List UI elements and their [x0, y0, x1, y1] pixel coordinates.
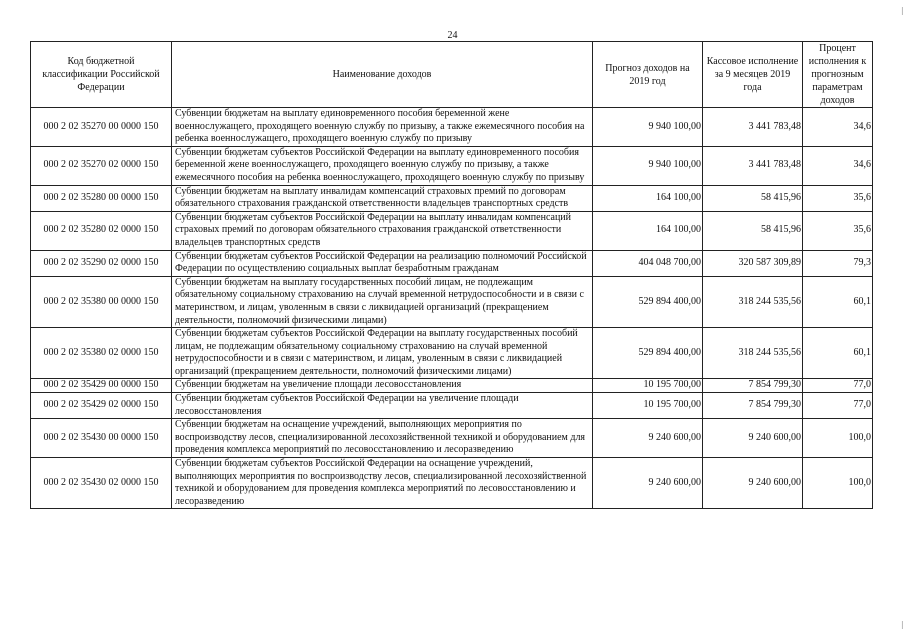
cell-code: 000 2 02 35429 02 0000 150 — [31, 393, 172, 419]
table-row — [31, 276, 873, 327]
table-body — [31, 108, 873, 509]
cell-code: 000 2 02 35430 00 0000 150 — [31, 419, 172, 458]
table-row — [31, 250, 873, 276]
cell-percent: 77,0 — [803, 393, 873, 419]
cell-code: 000 2 02 35380 02 0000 150 — [31, 328, 172, 379]
table-row — [31, 458, 873, 509]
cell-percent: 100,0 — [803, 458, 873, 509]
table-header-row — [31, 42, 873, 108]
cell-execution: 320 587 309,89 — [703, 250, 803, 276]
cell-forecast: 164 100,00 — [593, 211, 703, 250]
cell-name: Субвенции бюджетам на выплату инвалидам компенсаций страховых премий по договорам обязательного страхования гражданской ответственности владельцев транспортных средств — [172, 185, 593, 211]
edge-mark-top: | — [901, 6, 903, 15]
header-execution: Кассовое исполнение за 9 месяцев 2019 года — [703, 42, 803, 108]
cell-execution: 7 854 799,30 — [703, 393, 803, 419]
cell-code: 000 2 02 35430 02 0000 150 — [31, 458, 172, 509]
table-row — [31, 419, 873, 458]
cell-forecast: 404 048 700,00 — [593, 250, 703, 276]
cell-percent: 60,1 — [803, 276, 873, 327]
header-forecast: Прогноз доходов на 2019 год — [593, 42, 703, 108]
cell-forecast: 529 894 400,00 — [593, 276, 703, 327]
cell-execution: 9 240 600,00 — [703, 419, 803, 458]
cell-code: 000 2 02 35380 00 0000 150 — [31, 276, 172, 327]
cell-name: Субвенции бюджетам субъектов Российской Федерации на выплату государственных пособий лицам, не подлежащим обязательному социальному страхованию на случай временной нетрудоспособности и в связи с материнством, и лицам, уволенным в связи с ликвидацией организаций (прекращением деятельности, полномочий физическими лицами) — [172, 328, 593, 379]
table-row — [31, 108, 873, 147]
table-row — [31, 379, 873, 393]
cell-execution: 9 240 600,00 — [703, 458, 803, 509]
cell-execution: 318 244 535,56 — [703, 276, 803, 327]
cell-execution: 58 415,96 — [703, 185, 803, 211]
cell-forecast: 9 940 100,00 — [593, 108, 703, 147]
cell-execution: 318 244 535,56 — [703, 328, 803, 379]
cell-name: Субвенции бюджетам субъектов Российской Федерации на выплату инвалидам компенсаций страховых премий по договорам обязательного страхования гражданской ответственности владельцев транспортных средств — [172, 211, 593, 250]
cell-execution: 7 854 799,30 — [703, 379, 803, 393]
cell-execution: 3 441 783,48 — [703, 146, 803, 185]
cell-name: Субвенции бюджетам на оснащение учреждений, выполняющих мероприятия по воспроизводству лесов, специализированной лесохозяйственной техникой и оборудованием для проведения комплекса мероприятий по лесовосстановлению и лесоразведению — [172, 419, 593, 458]
cell-name: Субвенции бюджетам субъектов Российской Федерации на реализацию полномочий Российской Федерации по осуществлению социальных выплат безработным гражданам — [172, 250, 593, 276]
cell-code: 000 2 02 35290 02 0000 150 — [31, 250, 172, 276]
table-row — [31, 393, 873, 419]
cell-name: Субвенции бюджетам на выплату единовременного пособия беременной жене военнослужащего, проходящего военную службу по призыву, а также ежемесячного пособия на ребенка военнослужащего, проходящего военную службу по призыву — [172, 108, 593, 147]
page-number: 24 — [447, 30, 458, 41]
cell-name: Субвенции бюджетам на выплату государственных пособий лицам, не подлежащим обязательному социальному страхованию на случай временной нетрудоспособности и в связи с материнством, и лицам, уволенным в связи с ликвидацией организаций (прекращением деятельности, полномочий физическими лицами) — [172, 276, 593, 327]
cell-name: Субвенции бюджетам субъектов Российской Федерации на выплату единовременного пособия беременной жене военнослужащего, проходящего военную службу по призыву, а также ежемесячного пособия на ребенка военнослужащего, проходящего военную службу по призыву — [172, 146, 593, 185]
table-row — [31, 185, 873, 211]
edge-mark-bottom: | — [901, 620, 903, 629]
cell-execution: 3 441 783,48 — [703, 108, 803, 147]
cell-forecast: 9 240 600,00 — [593, 419, 703, 458]
cell-percent: 77,0 — [803, 379, 873, 393]
cell-percent: 34,6 — [803, 146, 873, 185]
cell-code: 000 2 02 35280 02 0000 150 — [31, 211, 172, 250]
header-code: Код бюджетной классификации Российской Федерации — [31, 42, 172, 108]
cell-percent: 60,1 — [803, 328, 873, 379]
cell-code: 000 2 02 35280 00 0000 150 — [31, 185, 172, 211]
table-row — [31, 328, 873, 379]
cell-name: Субвенции бюджетам на увеличение площади лесовосстановления — [172, 379, 593, 393]
cell-percent: 100,0 — [803, 419, 873, 458]
cell-forecast: 164 100,00 — [593, 185, 703, 211]
header-percent: Процент исполнения к прогнозным параметрам доходов — [803, 42, 873, 108]
cell-code: 000 2 02 35270 00 0000 150 — [31, 108, 172, 147]
cell-percent: 34,6 — [803, 108, 873, 147]
cell-code: 000 2 02 35270 02 0000 150 — [31, 146, 172, 185]
cell-forecast: 9 240 600,00 — [593, 458, 703, 509]
cell-forecast: 10 195 700,00 — [593, 393, 703, 419]
cell-forecast: 10 195 700,00 — [593, 379, 703, 393]
cell-percent: 35,6 — [803, 211, 873, 250]
cell-name: Субвенции бюджетам субъектов Российской Федерации на увеличение площади лесовосстановления — [172, 393, 593, 419]
cell-percent: 79,3 — [803, 250, 873, 276]
cell-execution: 58 415,96 — [703, 211, 803, 250]
cell-code: 000 2 02 35429 00 0000 150 — [31, 379, 172, 393]
cell-forecast: 9 940 100,00 — [593, 146, 703, 185]
cell-forecast: 529 894 400,00 — [593, 328, 703, 379]
table-row — [31, 211, 873, 250]
cell-name: Субвенции бюджетам субъектов Российской Федерации на оснащение учреждений, выполняющих мероприятия по воспроизводству лесов, специализированной лесохозяйственной техникой и оборудованием для проведения комплекса мероприятий по лесовосстановлению и лесоразведению — [172, 458, 593, 509]
header-name: Наименование доходов — [172, 42, 593, 108]
revenue-table — [30, 41, 873, 509]
table-row — [31, 146, 873, 185]
cell-percent: 35,6 — [803, 185, 873, 211]
